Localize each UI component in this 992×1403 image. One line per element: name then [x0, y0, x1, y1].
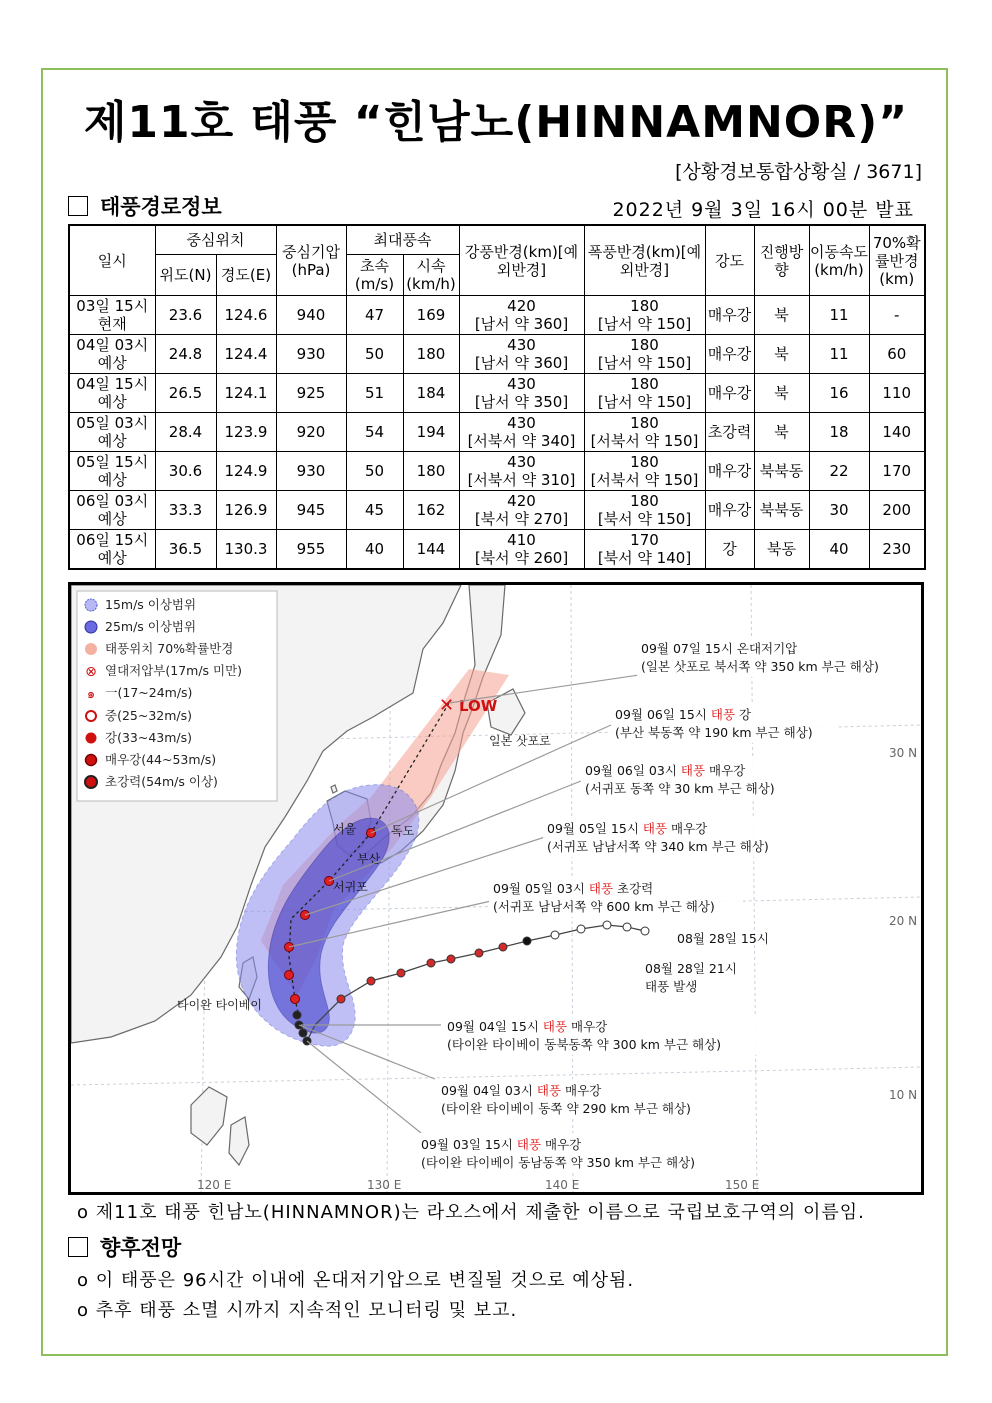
- cell-kmh: [403, 491, 459, 530]
- cell-strong-radius: [459, 374, 584, 413]
- cell-speed: [809, 374, 869, 413]
- cell-storm-radius-text: [북서 약 140]: [597, 549, 692, 567]
- cell-direction: [754, 374, 809, 413]
- cell-storm-radius-text: [남서 약 150]: [597, 393, 692, 411]
- cell-dt-text: 06일 15시: [76, 531, 149, 549]
- outlook-item-1: o 이 태풍은 96시간 이내에 온대저기압으로 변질될 것으로 예상됨.: [77, 1270, 635, 1291]
- ann-9-l2: (타이완 타이베이 동남동쪽 약 350 km 부근 해상): [421, 1155, 696, 1170]
- cell-strong-radius-text: [남서 약 360]: [474, 354, 569, 372]
- cell-strong-radius-text: [남서 약 350]: [474, 393, 569, 411]
- legend-item: 열대저압부(17m/s 미만): [105, 663, 243, 678]
- cell-strong-radius-text: 410: [507, 531, 536, 549]
- issued-time: 2022년 9월 3일 16시 00분 발표: [612, 199, 914, 221]
- cell-storm-radius: [584, 296, 705, 335]
- ann-3-l1: 09월 05일 15시 태풍 매우강: [547, 821, 708, 836]
- checkbox-square-icon: [68, 1237, 88, 1257]
- cell-storm-radius-text: 180: [630, 453, 659, 471]
- cell-kmh-text: 194: [416, 423, 446, 441]
- cell-lon: [216, 452, 276, 491]
- legend-item: 一(17~24m/s): [105, 685, 193, 700]
- office-label: [상황경보통합상황실 / 3671]: [675, 161, 922, 183]
- cell-lon: [216, 374, 276, 413]
- ann-8-l2: (타이완 타이베이 동쪽 약 290 km 부근 해상): [441, 1101, 691, 1116]
- cell-lat-text: 33.3: [168, 501, 203, 519]
- place-dokdo: 독도: [391, 824, 415, 838]
- cell-lon-text: 124.4: [224, 345, 268, 363]
- cell-dt: [69, 452, 155, 491]
- cell-strong-radius: [459, 335, 584, 374]
- cell-lon-text: 123.9: [224, 423, 268, 441]
- cell-intensity-text: 매우강: [707, 345, 752, 363]
- cell-intensity: [705, 530, 754, 570]
- ann-0-l1: 09월 07일 15시 온대저기압: [641, 641, 798, 656]
- cell-strong-radius-text: [북서 약 270]: [474, 510, 569, 528]
- section-outlook-heading: [68, 1232, 181, 1262]
- cell-dt-text: 06일 03시: [76, 492, 149, 510]
- cell-speed: [809, 335, 869, 374]
- lat-label-10: 10 N: [889, 1088, 918, 1102]
- cell-strong-radius: [459, 296, 584, 335]
- cell-strong-radius-text: 430: [507, 453, 536, 471]
- ann-7-l1: 09월 04일 15시 태풍 매우강: [447, 1019, 608, 1034]
- ann-1-l2: (부산 북동쪽 약 190 km 부근 해상): [615, 725, 813, 740]
- cell-prob: [869, 296, 925, 335]
- cell-prob-text: 170: [882, 462, 912, 480]
- cell-kmh-text: 180: [416, 462, 446, 480]
- checkbox-square-icon: [68, 196, 88, 216]
- cell-storm-radius-text: 180: [630, 297, 659, 315]
- cell-lat: [155, 491, 216, 530]
- table-row: [69, 374, 925, 413]
- cell-lon: [216, 491, 276, 530]
- cell-ms-text: 45: [364, 501, 385, 519]
- cell-lat: [155, 413, 216, 452]
- cell-lon: [216, 530, 276, 570]
- cell-strong-radius-text: 420: [507, 492, 536, 510]
- cell-storm-radius-text: [남서 약 150]: [597, 354, 692, 372]
- cell-intensity-text: 강: [722, 540, 737, 558]
- th-pressure: 중심기압(hPa): [276, 225, 346, 296]
- ann-9-l1: 09월 03일 15시 태풍 매우강: [421, 1137, 582, 1152]
- cell-speed: [809, 413, 869, 452]
- cell-pressure: [276, 491, 346, 530]
- cell-intensity: [705, 452, 754, 491]
- cell-direction-text: 북북동: [759, 501, 804, 519]
- th-maxwind: 최대풍속: [346, 225, 459, 255]
- cell-lon-text: 126.9: [224, 501, 268, 519]
- cell-strong-radius: [459, 452, 584, 491]
- cell-speed-text: 16: [829, 384, 849, 402]
- legend-item: 강(33~43m/s): [105, 730, 193, 745]
- lon-label-150: 150 E: [725, 1178, 760, 1192]
- th-strong-radius: 강풍반경(km)[예외반경]: [459, 225, 584, 296]
- ann-7-l2: (타이완 타이베이 동북동쪽 약 300 km 부근 해상): [447, 1037, 722, 1052]
- cell-lon-text: 124.9: [224, 462, 268, 480]
- cell-lat-text: 30.6: [168, 462, 203, 480]
- cell-intensity-text: 매우강: [707, 501, 752, 519]
- cell-pressure: [276, 530, 346, 570]
- cell-pressure-text: 940: [296, 306, 326, 324]
- low-cross-icon: ✕: [439, 695, 455, 716]
- cell-strong-radius: [459, 413, 584, 452]
- table-row: [69, 413, 925, 452]
- cell-strong-radius: [459, 530, 584, 570]
- cell-strong-radius-text: [서북서 약 340]: [467, 432, 576, 450]
- cell-lat-text: 28.4: [168, 423, 203, 441]
- cell-intensity-text: 초강력: [707, 423, 752, 441]
- cell-intensity-text: 매우강: [707, 384, 752, 402]
- cell-intensity: [705, 374, 754, 413]
- cell-lat: [155, 296, 216, 335]
- map-legend: [77, 591, 277, 801]
- ann-8-l1: 09월 04일 03시 태풍 매우강: [441, 1083, 602, 1098]
- cell-storm-radius: [584, 335, 705, 374]
- cell-speed-text: 11: [829, 345, 849, 363]
- cell-strong-radius: [459, 491, 584, 530]
- cell-dt-text: 예상: [97, 510, 127, 528]
- cell-direction: [754, 452, 809, 491]
- lon-label-120: 120 E: [197, 1178, 232, 1192]
- cell-direction-text: 북동: [767, 540, 796, 558]
- cell-lat-text: 36.5: [168, 540, 203, 558]
- cell-ms: [346, 335, 403, 374]
- cell-lat: [155, 530, 216, 570]
- legend-25ms-icon: [85, 621, 97, 633]
- cell-direction-text: 북: [774, 345, 789, 363]
- cell-strong-radius-text: 430: [507, 375, 536, 393]
- track-map: [68, 582, 924, 1195]
- cell-speed-text: 40: [829, 540, 849, 558]
- cell-storm-radius: [584, 413, 705, 452]
- cell-direction-text: 북: [774, 306, 789, 324]
- cell-kmh: [403, 452, 459, 491]
- cell-kmh: [403, 335, 459, 374]
- cell-storm-radius-text: [남서 약 150]: [597, 315, 692, 333]
- cell-storm-radius-text: 180: [630, 375, 659, 393]
- cell-ms-text: 54: [364, 423, 385, 441]
- cell-prob: [869, 491, 925, 530]
- cell-pressure: [276, 335, 346, 374]
- cell-storm-radius: [584, 530, 705, 570]
- cell-pressure-text: 925: [296, 384, 326, 402]
- place-busan: 부산: [357, 852, 381, 866]
- track-table: [68, 224, 926, 570]
- legend-item: 15m/s 이상범위: [105, 597, 197, 612]
- cell-storm-radius-text: 180: [630, 336, 659, 354]
- cell-direction: [754, 491, 809, 530]
- lon-label-140: 140 E: [545, 1178, 580, 1192]
- legend-15ms-icon: [85, 599, 97, 611]
- cell-dt: [69, 374, 155, 413]
- ann-4-l2: (서귀포 남남서쪽 약 600 km 부근 해상): [493, 899, 715, 914]
- cell-dt-text: 예상: [97, 471, 127, 489]
- table-row: [69, 491, 925, 530]
- cell-prob-text: 140: [882, 423, 912, 441]
- cell-lon: [216, 296, 276, 335]
- cell-prob-text: -: [894, 306, 900, 324]
- legend-item: 중(25~32m/s): [105, 708, 193, 723]
- cell-speed-text: 30: [829, 501, 849, 519]
- cell-prob-text: 230: [882, 540, 912, 558]
- table-row: [69, 296, 925, 335]
- name-origin-note: o 제11호 태풍 힌남노(HINNAMNOR)는 라오스에서 제출한 이름으로 국립보호구역의 이름임.: [77, 1202, 865, 1223]
- cell-dt-text: 예상: [97, 432, 127, 450]
- th-direction: 진행방향: [754, 225, 809, 296]
- cell-pressure: [276, 296, 346, 335]
- cell-kmh: [403, 296, 459, 335]
- cell-pressure-text: 930: [296, 345, 326, 363]
- legend-td-icon: ⊗: [85, 664, 97, 680]
- cell-lon: [216, 413, 276, 452]
- track-map-canvas: [71, 585, 921, 1192]
- lon-label-130: 130 E: [367, 1178, 402, 1192]
- cell-lat-text: 26.5: [168, 384, 203, 402]
- legend-item: 매우강(44~53m/s): [105, 752, 217, 767]
- place-seoul: 서울: [333, 822, 357, 836]
- cell-strong-radius-text: 420: [507, 297, 536, 315]
- cell-ms-text: 50: [364, 345, 385, 363]
- cell-dt-text: 예상: [97, 354, 127, 372]
- cell-ms: [346, 413, 403, 452]
- cell-direction-text: 북: [774, 423, 789, 441]
- th-intensity: 강도: [705, 225, 754, 296]
- cell-dt-text: 03일 15시: [76, 297, 149, 315]
- page-title: 제11호 태풍 “힌남노(HINNAMNOR)”: [83, 97, 909, 148]
- cell-direction: [754, 335, 809, 374]
- ann-4-l1: 09월 05일 03시 태풍 초강력: [493, 881, 654, 896]
- cell-pressure: [276, 413, 346, 452]
- cell-lon-text: 124.6: [224, 306, 268, 324]
- cell-ms-text: 50: [364, 462, 385, 480]
- cell-intensity-text: 매우강: [707, 462, 752, 480]
- cell-dt-text: 현재: [97, 315, 127, 333]
- th-prob: 70%확률반경(km): [869, 225, 925, 296]
- cell-prob: [869, 530, 925, 570]
- table-row: [69, 452, 925, 491]
- cell-speed: [809, 491, 869, 530]
- cell-prob-text: 110: [882, 384, 912, 402]
- cell-strong-radius-text: [남서 약 360]: [474, 315, 569, 333]
- ann-6-l2: 태풍 발생: [645, 979, 698, 994]
- cell-dt-text: 예상: [97, 393, 127, 411]
- cell-lon-text: 130.3: [224, 540, 268, 558]
- cell-speed: [809, 530, 869, 570]
- place-seogwipo: 서귀포: [333, 880, 368, 894]
- cell-prob: [869, 374, 925, 413]
- ann-2-l2: (서귀포 동쪽 약 30 km 부근 해상): [585, 781, 775, 796]
- legend-weak-icon: ๑: [86, 687, 96, 702]
- cell-prob: [869, 413, 925, 452]
- section-outlook-label: 향후전망: [100, 1236, 182, 1260]
- cell-kmh-text: 180: [416, 345, 446, 363]
- legend-super-icon: [85, 776, 97, 788]
- cell-ms-text: 40: [364, 540, 385, 558]
- cell-strong-radius-text: 430: [507, 336, 536, 354]
- cell-ms: [346, 491, 403, 530]
- cell-storm-radius: [584, 374, 705, 413]
- cell-storm-radius-text: [북서 약 150]: [597, 510, 692, 528]
- table-row: [69, 530, 925, 570]
- cell-ms: [346, 296, 403, 335]
- cell-storm-radius-text: [서북서 약 150]: [590, 432, 699, 450]
- cell-speed: [809, 452, 869, 491]
- cell-dt-text: 04일 03시: [76, 336, 149, 354]
- cell-speed-text: 11: [829, 306, 849, 324]
- cell-ms-text: 51: [364, 384, 385, 402]
- place-taipei: 타이완 타이베이: [177, 998, 262, 1012]
- lat-label-20: 20 N: [889, 914, 918, 928]
- th-datetime: 일시: [69, 225, 155, 296]
- cell-intensity: [705, 296, 754, 335]
- legend-prob-icon: [85, 643, 97, 655]
- cell-ms-text: 47: [364, 306, 385, 324]
- cell-prob-text: 200: [882, 501, 912, 519]
- cell-dt: [69, 413, 155, 452]
- cell-kmh: [403, 413, 459, 452]
- cell-storm-radius: [584, 491, 705, 530]
- th-lat: 위도(N): [155, 255, 216, 296]
- cell-direction: [754, 296, 809, 335]
- th-center: 중심위치: [155, 225, 276, 255]
- cell-lat: [155, 335, 216, 374]
- cell-dt-text: 05일 15시: [76, 453, 149, 471]
- cell-direction: [754, 413, 809, 452]
- cell-lat: [155, 452, 216, 491]
- section-track-label: 태풍경로정보: [100, 195, 222, 219]
- ann-3-l2: (서귀포 남남서쪽 약 340 km 부근 해상): [547, 839, 769, 854]
- cell-prob: [869, 452, 925, 491]
- track-table-body: [69, 296, 925, 570]
- cell-pressure: [276, 452, 346, 491]
- cell-pressure-text: 920: [296, 423, 326, 441]
- lat-label-30: 30 N: [889, 746, 918, 760]
- cell-intensity: [705, 413, 754, 452]
- cell-direction: [754, 530, 809, 570]
- cell-direction-text: 북: [774, 384, 789, 402]
- cell-speed-text: 22: [829, 462, 849, 480]
- cell-storm-radius: [584, 452, 705, 491]
- cell-strong-radius-text: [북서 약 260]: [474, 549, 569, 567]
- cell-dt: [69, 335, 155, 374]
- ann-2-l1: 09월 06일 03시 태풍 매우강: [585, 763, 746, 778]
- cell-prob: [869, 335, 925, 374]
- th-ms: 초속(m/s): [346, 255, 403, 296]
- ann-6-l1: 08월 28일 21시: [645, 961, 737, 976]
- cell-intensity-text: 매우강: [707, 306, 752, 324]
- cell-dt-text: 04일 15시: [76, 375, 149, 393]
- cell-dt-text: 예상: [97, 549, 127, 567]
- cell-ms: [346, 374, 403, 413]
- cell-lon-text: 124.1: [224, 384, 268, 402]
- cell-dt: [69, 491, 155, 530]
- cell-storm-radius-text: 180: [630, 414, 659, 432]
- cell-kmh-text: 162: [416, 501, 446, 519]
- cell-speed: [809, 296, 869, 335]
- cell-dt-text: 05일 03시: [76, 414, 149, 432]
- cell-pressure-text: 945: [296, 501, 326, 519]
- legend-item: 25m/s 이상범위: [105, 619, 197, 634]
- cell-strong-radius-text: 430: [507, 414, 536, 432]
- cell-intensity: [705, 335, 754, 374]
- cell-strong-radius-text: [서북서 약 310]: [467, 471, 576, 489]
- low-label: LOW: [459, 697, 498, 715]
- legend-item: 초강력(54m/s 이상): [105, 774, 218, 789]
- th-speed: 이동속도(km/h): [809, 225, 869, 296]
- cell-kmh-text: 144: [416, 540, 446, 558]
- cell-lat: [155, 374, 216, 413]
- cell-pressure-text: 930: [296, 462, 326, 480]
- ann-1-l1: 09월 06일 15시 태풍 강: [615, 707, 752, 722]
- cell-lat-text: 24.8: [168, 345, 203, 363]
- ann-5-l1: 08월 28일 15시: [677, 931, 769, 946]
- cell-speed-text: 18: [829, 423, 849, 441]
- cell-kmh-text: 184: [416, 384, 446, 402]
- cell-storm-radius-text: [서북서 약 150]: [590, 471, 699, 489]
- section-track-heading: [68, 191, 222, 221]
- cell-lon: [216, 335, 276, 374]
- cell-ms: [346, 530, 403, 570]
- cell-pressure: [276, 374, 346, 413]
- cell-prob-text: 60: [887, 345, 907, 363]
- legend-strong-icon: [86, 733, 97, 744]
- th-lon: 경도(E): [216, 255, 276, 296]
- outlook-item-2: o 추후 태풍 소멸 시까지 지속적인 모니터링 및 보고.: [77, 1300, 518, 1321]
- cell-kmh: [403, 374, 459, 413]
- cell-pressure-text: 955: [296, 540, 326, 558]
- cell-kmh-text: 169: [416, 306, 446, 324]
- cell-intensity: [705, 491, 754, 530]
- cell-dt: [69, 296, 155, 335]
- th-kmh: 시속(km/h): [403, 255, 459, 296]
- cell-kmh: [403, 530, 459, 570]
- legend-item: 태풍위치 70%확률반경: [105, 641, 234, 656]
- th-storm-radius: 폭풍반경(km)[예외반경]: [584, 225, 705, 296]
- ann-0-l2: (일본 삿포로 북서쪽 약 350 km 부근 해상): [641, 659, 879, 674]
- cell-lat-text: 23.6: [168, 306, 203, 324]
- cell-dt: [69, 530, 155, 570]
- cell-ms: [346, 452, 403, 491]
- legend-verystrong-icon: [86, 755, 97, 766]
- cell-storm-radius-text: 180: [630, 492, 659, 510]
- cell-direction-text: 북북동: [759, 462, 804, 480]
- place-sapporo: 일본 삿포로: [489, 734, 551, 748]
- table-row: [69, 335, 925, 374]
- cell-storm-radius-text: 170: [630, 531, 659, 549]
